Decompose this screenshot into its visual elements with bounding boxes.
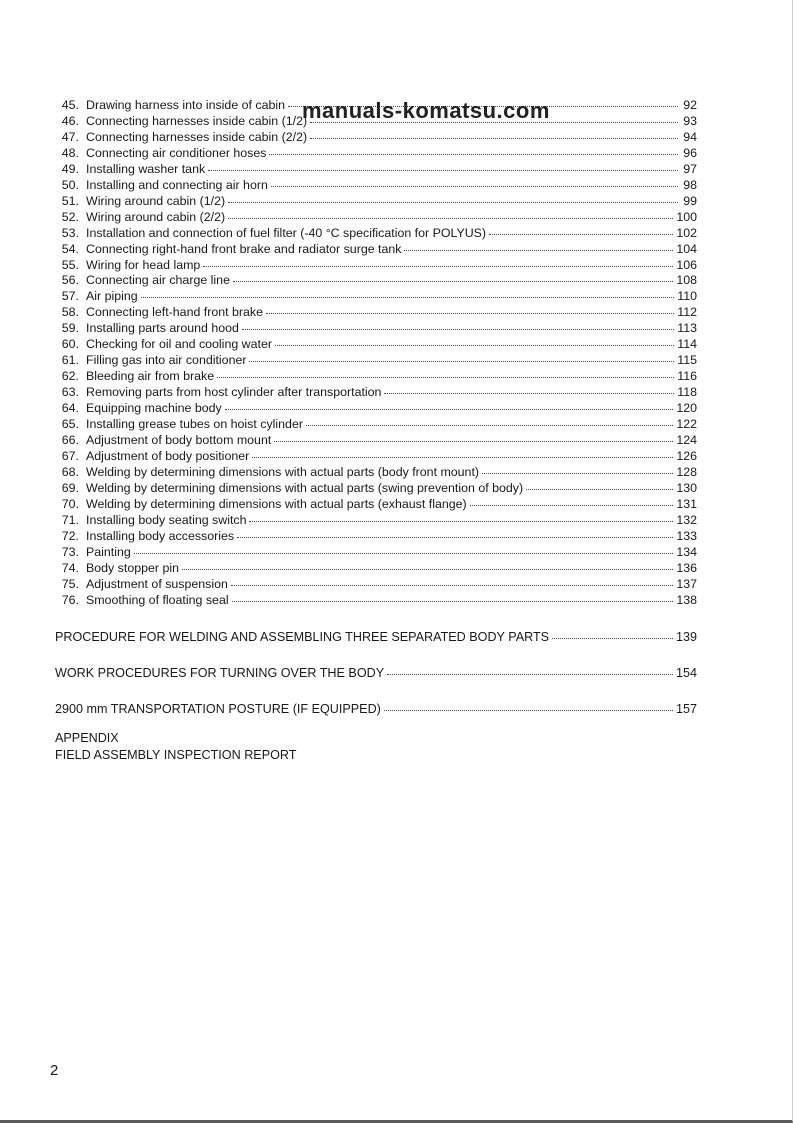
entry-number: 49. bbox=[61, 161, 79, 176]
toc-entry bbox=[55, 305, 697, 321]
entry-page: 114 bbox=[677, 337, 697, 352]
entry-number: 59. bbox=[61, 321, 79, 336]
dot-leader bbox=[310, 138, 678, 139]
entry-number: 70. bbox=[61, 496, 79, 511]
entry-title: Adjustment of body bottom mount bbox=[86, 433, 272, 448]
appendix-block bbox=[55, 730, 697, 764]
entry-title: Adjustment of body positioner bbox=[86, 448, 250, 463]
dot-leader bbox=[274, 441, 673, 442]
dot-leader bbox=[225, 409, 674, 410]
section-title: 2900 mm TRANSPORTATION POSTURE (IF EQUIPPED) bbox=[55, 701, 381, 716]
entry-page: 94 bbox=[683, 129, 697, 144]
appendix-title: APPENDIX bbox=[55, 730, 119, 745]
entry-title: Smoothing of floating seal bbox=[86, 592, 229, 607]
entry-number: 62. bbox=[61, 369, 79, 384]
section-list bbox=[55, 629, 697, 717]
entry-page: 99 bbox=[683, 193, 697, 208]
toc-entry bbox=[55, 194, 697, 210]
toc-entry bbox=[55, 561, 697, 577]
dot-leader bbox=[242, 329, 674, 330]
dot-leader bbox=[526, 489, 673, 490]
entry-number: 48. bbox=[61, 145, 79, 160]
entry-title: Welding by determining dimensions with actual parts (body front mount) bbox=[86, 464, 480, 479]
dot-leader bbox=[252, 457, 673, 458]
entry-number: 64. bbox=[61, 401, 79, 416]
entry-title: Drawing harness into inside of cabin bbox=[86, 98, 286, 112]
toc-entry bbox=[55, 242, 697, 258]
dot-leader bbox=[141, 297, 675, 298]
dot-leader bbox=[182, 569, 673, 570]
entry-title: Wiring around cabin (2/2) bbox=[86, 209, 226, 224]
toc-entry bbox=[55, 385, 697, 401]
toc-entry bbox=[55, 577, 697, 593]
entry-page: 100 bbox=[676, 209, 697, 224]
entry-number: 53. bbox=[61, 225, 79, 240]
entry-number: 46. bbox=[61, 113, 79, 128]
dot-leader bbox=[404, 250, 673, 251]
entry-page: 116 bbox=[677, 369, 697, 384]
page-number: 2 bbox=[50, 1062, 59, 1079]
appendix-subtitle: FIELD ASSEMBLY INSPECTION REPORT bbox=[55, 747, 297, 762]
toc-entry bbox=[55, 497, 697, 513]
entry-page: 96 bbox=[683, 145, 697, 160]
entry-title: Installing grease tubes on hoist cylinder bbox=[86, 417, 303, 432]
entry-number: 60. bbox=[61, 337, 79, 352]
toc-entry bbox=[55, 226, 697, 242]
entry-page: 130 bbox=[676, 480, 697, 495]
entry-page: 118 bbox=[677, 385, 697, 400]
entry-number: 54. bbox=[61, 241, 79, 256]
entry-number: 45. bbox=[61, 98, 79, 112]
dot-leader bbox=[387, 674, 673, 675]
entry-number: 74. bbox=[61, 560, 79, 575]
dot-leader bbox=[208, 170, 678, 171]
toc-entry bbox=[55, 545, 697, 561]
entry-title: Checking for oil and cooling water bbox=[86, 337, 272, 352]
entry-title: Equipping machine body bbox=[86, 401, 222, 416]
section-entry bbox=[55, 701, 697, 717]
entry-page: 113 bbox=[677, 321, 697, 336]
watermark: manuals-komatsu.com bbox=[302, 98, 550, 123]
toc-entry bbox=[55, 210, 697, 226]
entry-number: 76. bbox=[61, 592, 79, 607]
entry-title: Welding by determining dimensions with actual parts (exhaust flange) bbox=[86, 496, 467, 511]
entry-number: 55. bbox=[61, 257, 79, 272]
toc-entry bbox=[55, 433, 697, 449]
entry-page: 106 bbox=[676, 257, 697, 272]
entry-page: 124 bbox=[676, 433, 697, 448]
entry-title: Installing body accessories bbox=[86, 528, 235, 543]
dot-leader bbox=[482, 473, 673, 474]
entry-title: Adjustment of suspension bbox=[86, 576, 228, 591]
entry-page: 110 bbox=[677, 289, 697, 304]
entry-page: 122 bbox=[676, 417, 697, 432]
toc-entry bbox=[55, 178, 697, 194]
entry-title: Installing and connecting air horn bbox=[86, 177, 268, 192]
entry-title: Connecting right-hand front brake and radiator surge tank bbox=[86, 241, 402, 256]
entry-title: Painting bbox=[86, 544, 131, 559]
toc-entry bbox=[55, 258, 697, 274]
entry-number: 56. bbox=[61, 273, 79, 288]
toc-entry bbox=[55, 369, 697, 385]
table-of-contents bbox=[55, 98, 697, 764]
entry-title: Removing parts from host cylinder after transportation bbox=[86, 385, 382, 400]
dot-leader bbox=[217, 377, 674, 378]
entry-number: 58. bbox=[61, 305, 79, 320]
toc-entry bbox=[55, 593, 697, 609]
section-entry bbox=[55, 629, 697, 645]
entry-number: 69. bbox=[61, 480, 79, 495]
entry-page: 138 bbox=[676, 592, 697, 607]
entry-page: 128 bbox=[676, 464, 697, 479]
entry-page: 133 bbox=[676, 528, 697, 543]
entry-number: 71. bbox=[61, 512, 79, 527]
entry-number: 63. bbox=[61, 385, 79, 400]
entry-page: 98 bbox=[683, 177, 697, 192]
entry-title: Air piping bbox=[86, 289, 138, 304]
toc-entry bbox=[55, 289, 697, 305]
dot-leader bbox=[271, 186, 678, 187]
toc-entry bbox=[55, 321, 697, 337]
dot-leader bbox=[266, 313, 674, 314]
entry-number: 52. bbox=[61, 209, 79, 224]
dot-leader bbox=[306, 425, 673, 426]
entry-title: Installation and connection of fuel filter (-40 °C specification for POLYUS) bbox=[86, 225, 487, 240]
entry-title: Connecting air charge line bbox=[86, 273, 230, 288]
entry-page: 112 bbox=[677, 305, 697, 320]
entry-title: Wiring around cabin (1/2) bbox=[86, 193, 226, 208]
entry-title: Filling gas into air conditioner bbox=[86, 353, 247, 368]
dot-leader bbox=[233, 281, 673, 282]
section-page: 154 bbox=[675, 665, 697, 680]
entry-title: Wiring for head lamp bbox=[86, 257, 201, 272]
entry-page: 126 bbox=[676, 448, 697, 463]
dot-leader bbox=[237, 537, 673, 538]
entry-number: 61. bbox=[61, 353, 79, 368]
dot-leader bbox=[249, 361, 674, 362]
dot-leader bbox=[489, 234, 673, 235]
entry-number: 73. bbox=[61, 544, 79, 559]
entry-title: Bleeding air from brake bbox=[86, 369, 215, 384]
entry-page: 136 bbox=[676, 560, 697, 575]
toc-entry bbox=[55, 130, 697, 146]
dot-leader bbox=[552, 638, 673, 639]
toc-entry bbox=[55, 353, 697, 369]
toc-entry bbox=[55, 513, 697, 529]
entry-number: 57. bbox=[61, 289, 79, 304]
entry-title: Connecting harnesses inside cabin (2/2) bbox=[86, 129, 308, 144]
section-page: 139 bbox=[675, 629, 697, 644]
entry-number: 75. bbox=[61, 576, 79, 591]
dot-leader bbox=[384, 393, 674, 394]
entry-number: 65. bbox=[61, 417, 79, 432]
dot-leader bbox=[228, 202, 678, 203]
entry-title: Body stopper pin bbox=[86, 560, 179, 575]
dot-leader bbox=[384, 710, 673, 711]
entry-number: 72. bbox=[61, 528, 79, 543]
entry-number: 68. bbox=[61, 464, 79, 479]
entry-title: Installing washer tank bbox=[86, 161, 206, 176]
entry-title: Welding by determining dimensions with actual parts (swing prevention of body) bbox=[86, 480, 524, 495]
entry-title: Connecting left-hand front brake bbox=[86, 305, 264, 320]
dot-leader bbox=[249, 521, 673, 522]
dot-leader bbox=[269, 154, 678, 155]
section-title: WORK PROCEDURES FOR TURNING OVER THE BODY bbox=[55, 665, 385, 680]
section-page: 157 bbox=[675, 701, 697, 716]
entry-page: 102 bbox=[676, 225, 697, 240]
section-title: PROCEDURE FOR WELDING AND ASSEMBLING THREE SEPARATED BODY PARTS bbox=[55, 629, 550, 644]
entry-page: 93 bbox=[683, 113, 697, 128]
toc-entry bbox=[55, 146, 697, 162]
entry-page: 120 bbox=[676, 401, 697, 416]
entry-title: Installing body seating switch bbox=[86, 512, 247, 527]
toc-entry bbox=[55, 417, 697, 433]
entry-page: 137 bbox=[676, 576, 697, 591]
entry-number: 51. bbox=[61, 193, 79, 208]
entry-number: 50. bbox=[61, 177, 79, 192]
dot-leader bbox=[228, 218, 673, 219]
entry-number: 47. bbox=[61, 129, 79, 144]
entry-page: 132 bbox=[676, 512, 697, 527]
dot-leader bbox=[232, 601, 674, 602]
toc-entry bbox=[55, 529, 697, 545]
entry-number: 67. bbox=[61, 448, 79, 463]
entry-title: Connecting harnesses inside cabin (1/2) bbox=[86, 113, 308, 128]
dot-leader bbox=[231, 585, 673, 586]
toc-entry bbox=[55, 449, 697, 465]
toc-entry bbox=[55, 465, 697, 481]
entry-number: 66. bbox=[61, 433, 79, 448]
dot-leader bbox=[203, 266, 673, 267]
entry-page: 108 bbox=[676, 273, 697, 288]
toc-entry bbox=[55, 401, 697, 417]
toc-entry bbox=[55, 337, 697, 353]
entry-page: 92 bbox=[683, 98, 697, 112]
toc-entry bbox=[55, 162, 697, 178]
entry-page: 115 bbox=[677, 353, 697, 368]
toc-entry bbox=[55, 481, 697, 497]
entry-title: Installing parts around hood bbox=[86, 321, 239, 336]
entry-page: 97 bbox=[683, 161, 697, 176]
dot-leader bbox=[134, 553, 674, 554]
dot-leader bbox=[275, 345, 674, 346]
entry-title: Connecting air conditioner hoses bbox=[86, 145, 267, 160]
entry-page: 104 bbox=[676, 241, 697, 256]
entry-page: 131 bbox=[676, 496, 697, 511]
toc-entry bbox=[55, 273, 697, 289]
dot-leader bbox=[470, 505, 674, 506]
entry-page: 134 bbox=[676, 544, 697, 559]
toc-list bbox=[55, 98, 697, 609]
section-entry bbox=[55, 665, 697, 681]
